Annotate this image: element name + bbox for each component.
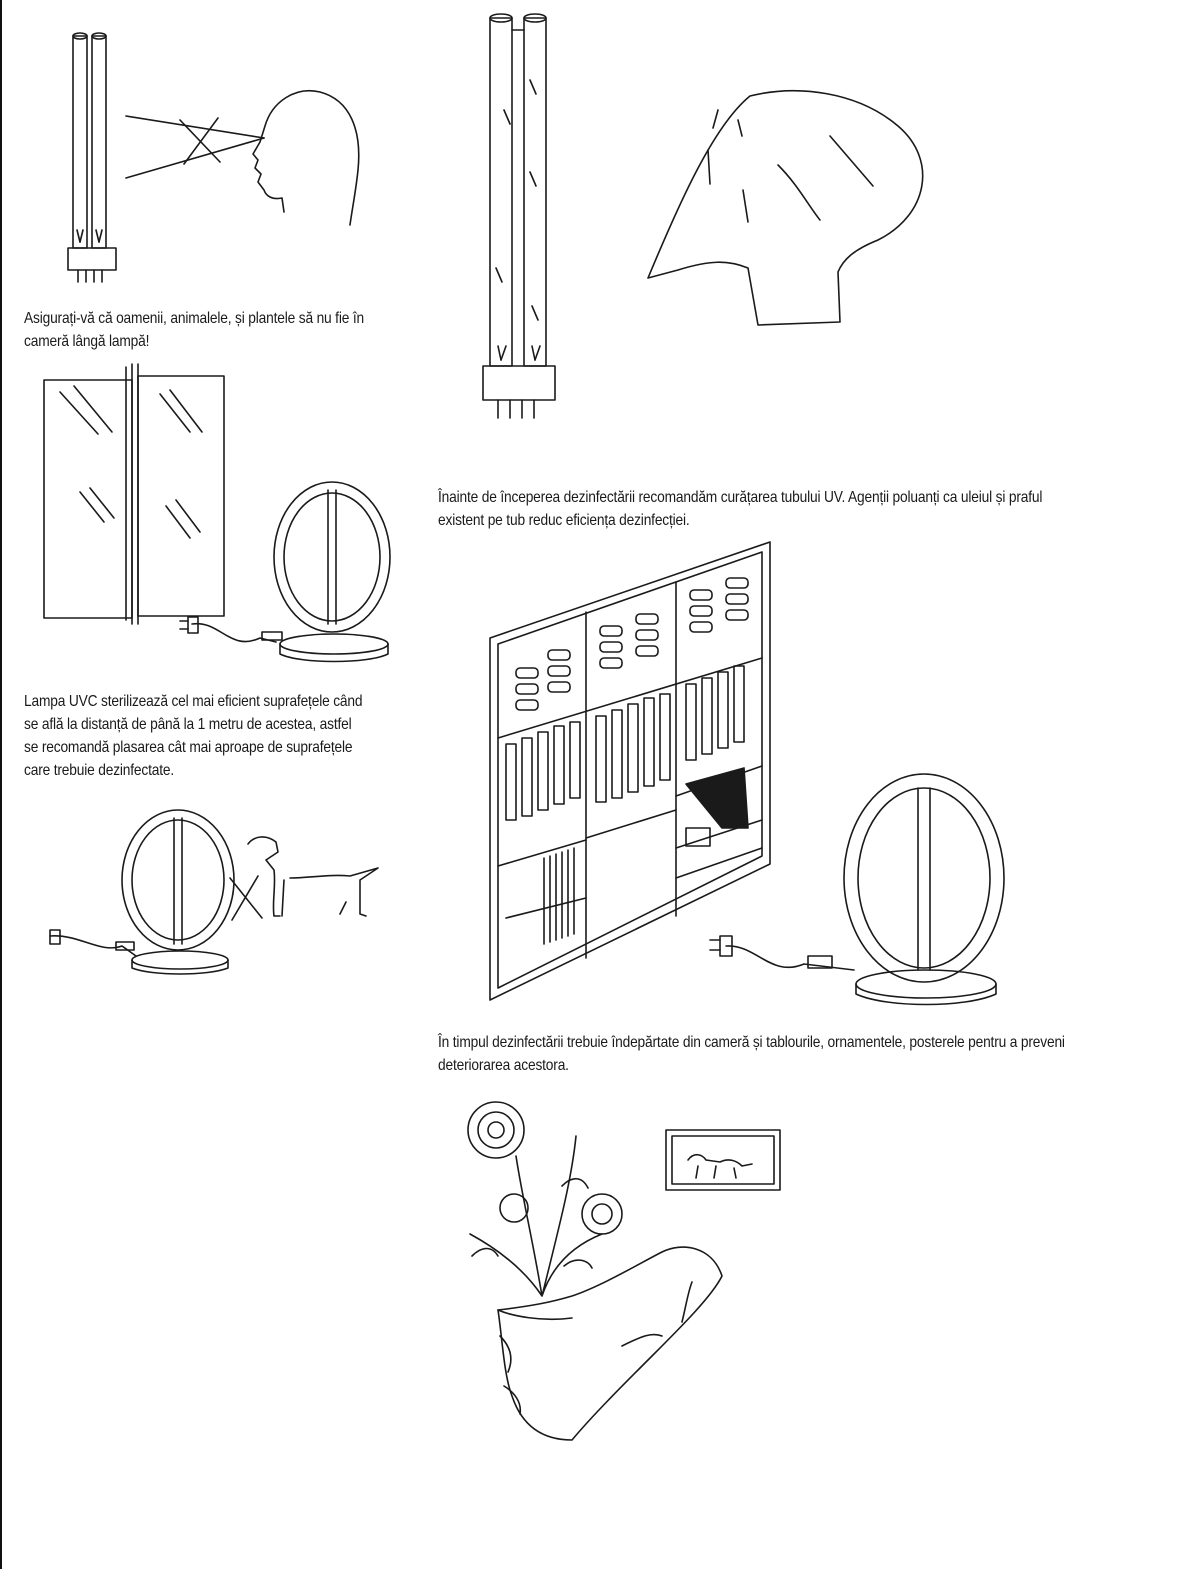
caption-distance: Lampa UVC sterilizează cel mai eficient suprafețele când se află la distanță de până la 1 metru de acestea, astfel se recomandă plasarea cât mai aproape de suprafețele care trebuie dezinfectate. bbox=[24, 693, 363, 779]
uv-tube-eye-warning-icon bbox=[60, 30, 380, 290]
caption-safety: Asigurați-vă că oamenii, animalele, și plantele să nu fie în cameră lângă lampă! bbox=[24, 310, 364, 350]
caption-removal: În timpul dezinfectării trebuie îndepărtate din cameră și tablourile, ornamentele, posterele pentru a preveni deteriorarea acestora. bbox=[438, 1034, 1065, 1074]
caption-cleaning: Înainte de începerea dezinfectării recomandăm curățarea tubului UV. Agenții poluanți ca uleiul și praful existent pe tub reduc eficiența dezinfecției. bbox=[438, 489, 1043, 529]
page-left-border bbox=[0, 0, 2, 1569]
flower-vase-picture-cloth-icon bbox=[452, 1096, 792, 1466]
uv-tube-cleaning-cloth-icon bbox=[478, 10, 948, 430]
lamp-dog-warning-icon bbox=[40, 806, 400, 976]
wardrobe-lamp-icon bbox=[486, 538, 1026, 1008]
window-lamp-icon bbox=[40, 362, 410, 662]
